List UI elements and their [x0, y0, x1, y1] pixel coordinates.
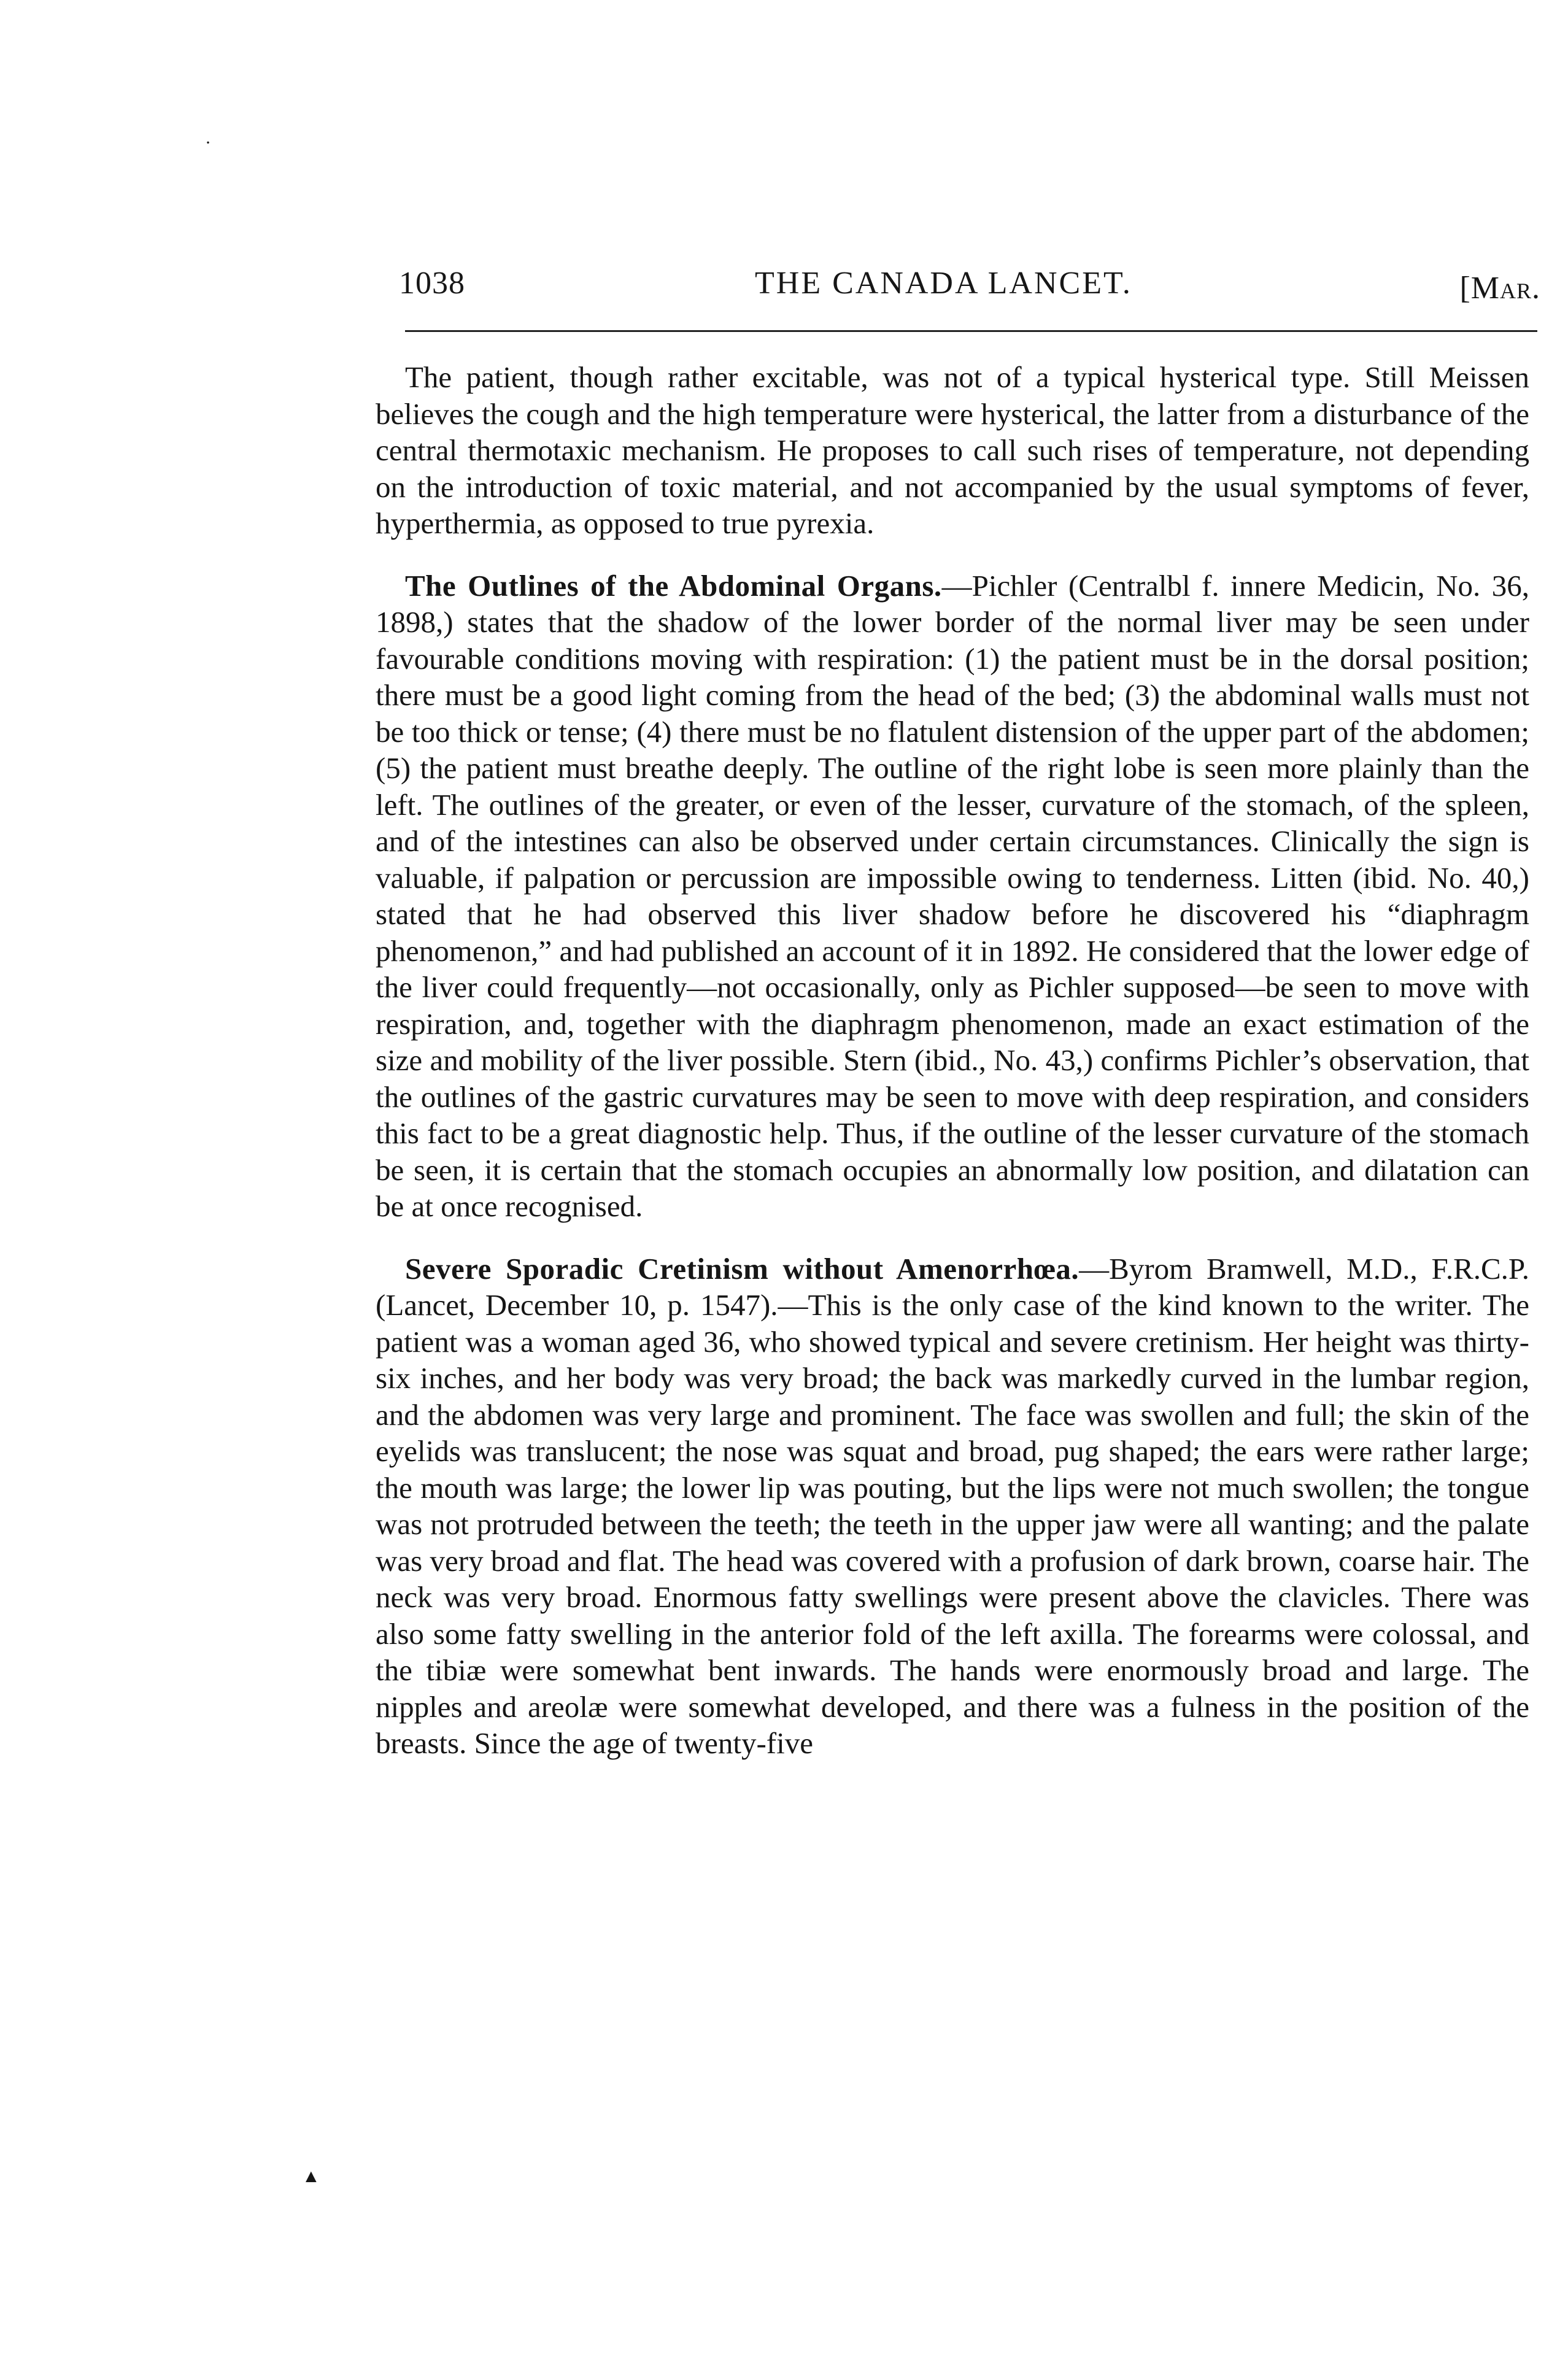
page-number: 1038 — [399, 266, 465, 301]
journal-title: THE CANADA LANCET. — [755, 266, 1132, 301]
paragraph-text: —Pichler (Centralbl f. innere Medicin, No. 36, 1898,) states that the shadow of the lower border of the normal liver may be seen under favourable conditions moving with respiration: (1) the patient must be in the dorsal position; there must be a good light coming from the head of the bed; (3) the abdominal walls must not be too thick or tense; (4) there must be no flatulent distension of the upper part of the abdomen; (5) the patient must breathe deeply. The outline of the right lobe is seen more plainly than the left. The outlines of the greater, or even of the lesser, curvature of the stomach, of the spleen, and of the intestines can also be observed under certain circumstances. Clinically the sign is valuable, if palpation or percussion are impossible owing to tenderness. Litten (ibid. No. 40,) stated that he had observed this liver shadow before he discovered his “diaphragm phenomenon,” and had published an account of it in 1892. He considered that the lower edge of the liver could frequently—not occasionally, only as Pichler supposed—be seen to move with respiration, and, together with the diaphragm phenomenon, made an exact estimation of the size and mobility of the liver possible. Stern (ibid., No. 43,) confirms Pichler’s observation, that the outlines of the gastric curvatures may be seen to move with deep respiration, and considers this fact to be a great diagnostic help. Thus, if the outline of the lesser curvature of the stomach be seen, it is certain that the stomach occupies an abnormally low position, and dilatation can be at once recognised. — [376, 568, 1529, 1223]
paragraph-text: The patient, though rather excitable, was not of a typical hysterical type. Still Meissen believes the cough and the high temperature were hysterical, the latter from a disturbance of the central thermotaxic mechanism. He proposes to call such rises of temperature, not depending on the introduction of toxic material, and not accompanied by the usual symptoms of fever, hyperthermia, as opposed to true pyrexia. — [376, 360, 1529, 540]
running-header — [399, 265, 1540, 314]
section-heading: Severe Sporadic Cretinism without Amenorrhœa. — [405, 1251, 1079, 1286]
paragraph-text: —Byrom Bramwell, M.D., F.R.C.P. (Lancet, December 10, p. 1547).—This is the only case of the kind known to the writer. The patient was a woman aged 36, who showed typical and severe cretinism. Her height was thirty-six inches, and her body was very broad; the back was markedly curved in the lumbar region, and the abdomen was very large and prominent. The face was swollen and full; the skin of the eyelids was translucent; the nose was squat and broad, pug shaped; the ears were rather large; the mouth was large; the lower lip was pouting, but the lips were not much swollen; the tongue was not protruded between the teeth; the teeth in the upper jaw were all wanting; and the palate was very broad and flat. The head was covered with a profusion of dark brown, coarse hair. The neck was very broad. Enormous fatty swellings were present above the clavicles. There was also some fatty swelling in the anterior fold of the left axilla. The forearms were colossal, and the tibiæ were somewhat bent inwards. The hands were enormously broad and large. The nipples and areolæ were somewhat developed, and there was a fulness in the position of the breasts. Since the age of twenty-five — [376, 1251, 1529, 1760]
ink-blot-mark: ▲ — [302, 2166, 320, 2186]
issue-month: [Mar. — [1459, 271, 1540, 306]
speck-mark: · — [205, 133, 211, 153]
section-abdominal-organs — [376, 568, 1529, 1225]
paragraph-hysteria — [376, 359, 1529, 542]
article-body — [376, 359, 1529, 1788]
section-sporadic-cretinism — [376, 1251, 1529, 1762]
section-heading: The Outlines of the Abdominal Organs. — [405, 568, 942, 603]
header-rule — [405, 330, 1537, 332]
